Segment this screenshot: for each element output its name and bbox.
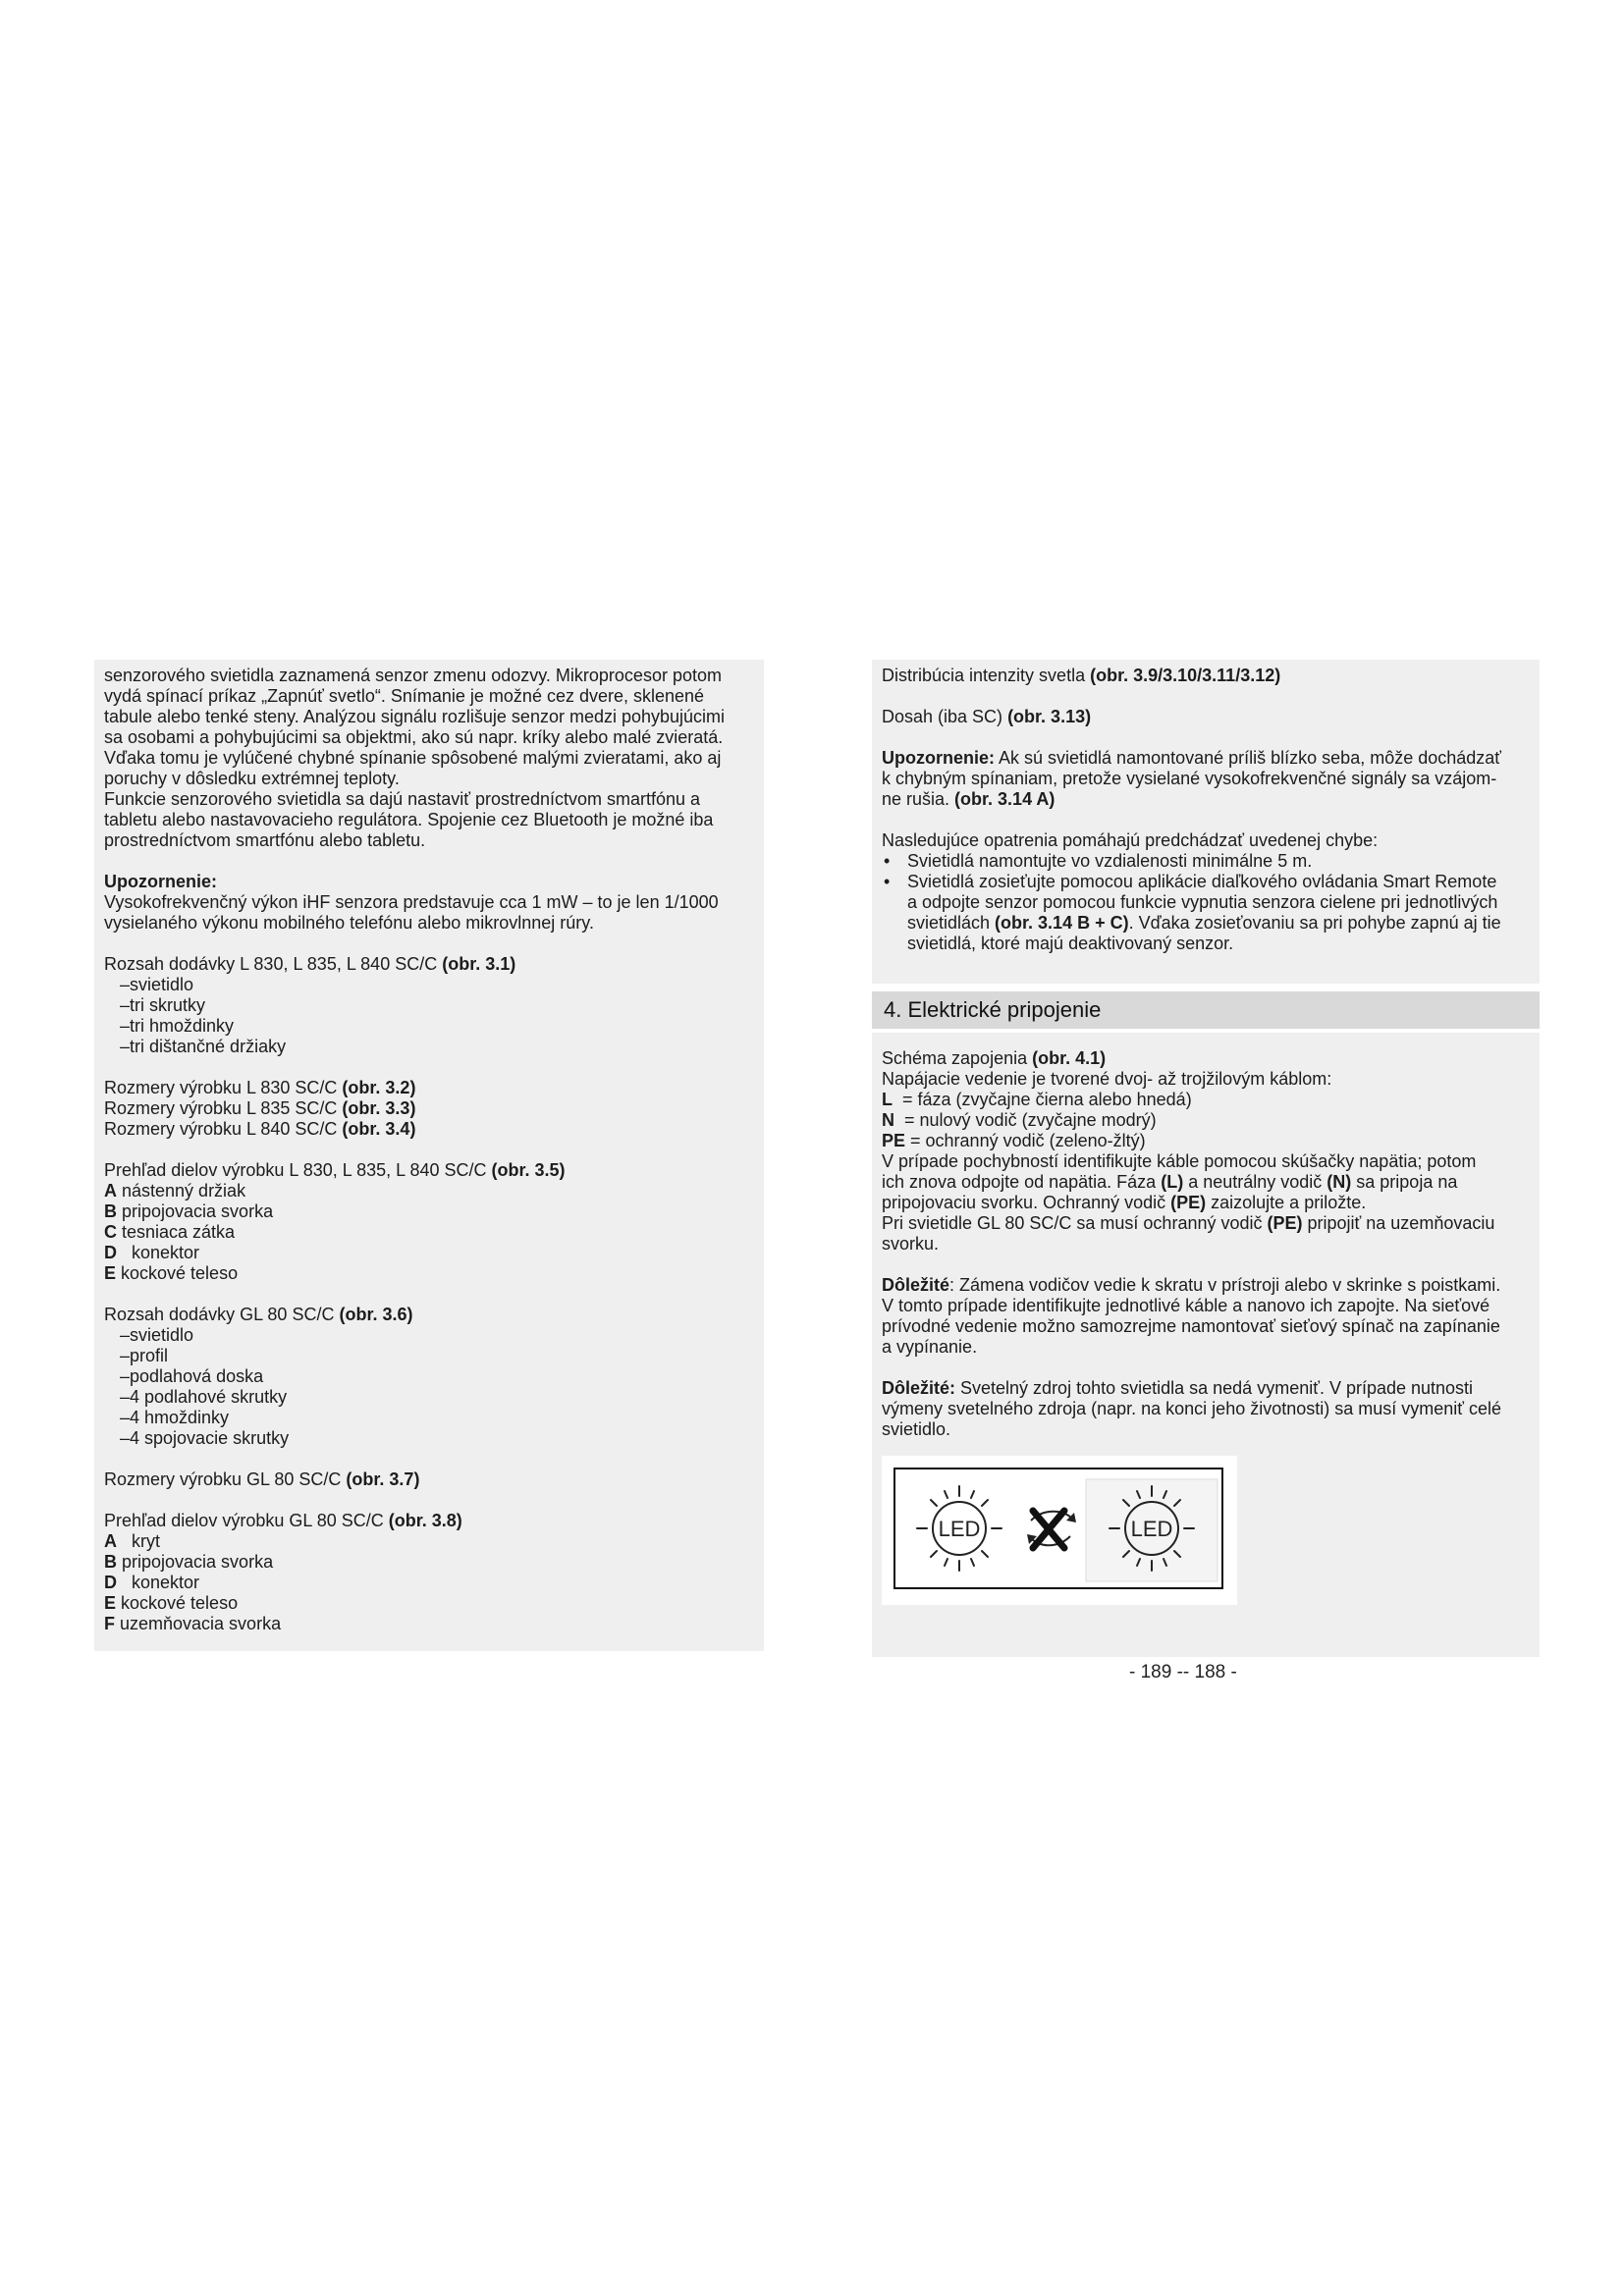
figure-frame — [893, 1468, 1223, 1589]
list-item: • Svietidlá namontujte vo vzdialenosti minimálne 5 m. — [884, 851, 1313, 871]
list-item: C tesniaca zátka — [104, 1222, 236, 1242]
list-item: • Svietidlá zosieťujte pomocou aplikácie diaľkového ovládania Smart Remote a odpojte senzor pomocou funkcie vypnutia senzora cielene pri jednotlivých svietidlách (obr. 3.14 B + C). Vďaka zosieťovaniu sa pri pohybe zapnú aj tie svietidlá, ktoré majú deaktivovaný senzor. — [884, 872, 1501, 953]
range-line: Dosah (iba SC) (obr. 3.13) — [882, 707, 1092, 726]
list-item: L = fáza (zvyčajne čierna alebo hnedá) — [882, 1090, 1192, 1109]
intro-paragraph: senzorového svietidla zaznamená senzor zmenu odozvy. Mikroprocesor potom vydá spínací príkaz „Zapnúť svetlo“. Snímanie je možné cez dvere, sklenené tabule alebo tenké steny. Analýzou signálu rozlišuje senzor medzi pohybujúcimi sa osobami a pohybujúcimi sa objektmi, ako sú napr. kríky alebo malé zvieratá. Vďaka tomu je vylúčené chybné spínanie spôsobené malými zvieratami, ako aj poruchy v dôsledku extrémnej teploty. Funkcie senzorového svietidla sa dajú nastaviť prostredníctvom smartfónu a tabletu alebo nastavovacieho regulátora. Spojenie cez Bluetooth je možné iba prostredníctvom smartfónu alebo tabletu. — [104, 666, 726, 850]
list-item: D konektor — [104, 1573, 200, 1592]
section-heading: 4. Elektrické pripojenie — [872, 991, 1540, 1029]
scope-of-delivery-l: Rozsah dodávky L 830, L 835, L 840 SC/C (obr. 3.1) –svietidlo –tri skrutky –tri hmoždinky –tri dištančné držiaky — [104, 954, 516, 1056]
measures-block: Nasledujúce opatrenia pomáhajú predchádzať uvedenej chybe: • Svietidlá namontujte vo vzdialenosti minimálne 5 m. • Svietidlá zosieťujte pomocou aplikácie diaľkového ovládania Smart Remote a odpojte senzor pomocou funkcie vypnutia senzora cielene pri jednotlivých svietidlách (obr. 3.14 B + C). Vďaka zosieťovaniu sa pri pohybe zapnú aj tie svietidlá, ktoré majú deaktivovaný senzor. — [882, 830, 1530, 954]
parts-overview-gl: Prehľad dielov výrobku GL 80 SC/C (obr. 3.8) A kryt B pripojovacia svorka D konektor E kockové teleso F uzemňovacia svorka — [104, 1511, 754, 1634]
list-item: A kryt — [104, 1531, 160, 1551]
parts-overview-l: Prehľad dielov výrobku L 830, L 835, L 840 SC/C (obr. 3.5) A nástenný držiak B pripojovacia svorka C tesniaca zátka D konektor E kockové teleso — [104, 1160, 754, 1284]
led-figure-svg — [895, 1469, 1221, 1587]
page-number: - 189 -- 188 - — [1129, 1662, 1237, 1682]
cross-icon — [1033, 1511, 1064, 1548]
list-item: B pripojovacia svorka — [104, 1201, 274, 1221]
list-item: D konektor — [104, 1243, 200, 1262]
list-item: A nástenný držiak — [104, 1181, 246, 1201]
left-column — [94, 660, 764, 1651]
note-block: Upozornenie: Vysokofrekvenčný výkon iHF senzora predstavuje cca 1 mW – to je len 1/1000 vysielaného výkonu mobilného telefónu alebo mikrovlnnej rúry. — [104, 872, 754, 934]
list-item: N = nulový vodič (zvyčajne modrý) — [882, 1110, 1157, 1130]
important-block-2: Dôležité: Svetelný zdroj tohto svietidla sa nedá vymeniť. V prípade nutnosti výmeny svetelného zdroja (napr. na konci jeho životnosti) sa musí vymeniť celé svietidlo. — [882, 1378, 1502, 1439]
list-item: PE = ochranný vodič (zeleno-žltý) — [882, 1131, 1146, 1150]
list-item: E kockové teleso — [104, 1593, 239, 1613]
light-distribution: Distribúcia intenzity svetla (obr. 3.9/3.10/3.11/3.12) — [882, 666, 1281, 685]
important-block-1: Dôležité: Zámena vodičov vedie k skratu v prístroji alebo v skrinke s poistkami. V tomto prípade identifikujte jednotlivé káble a nanovo ich zapojte. Na sieťové prívodné vedenie možno samozrejme namontovať sieťový spínač na zapínanie a vypínanie. — [882, 1275, 1501, 1357]
scope-of-delivery-gl: Rozsah dodávky GL 80 SC/C (obr. 3.6) –svietidlo –profil –podlahová doska –4 podlahové skrutky –4 hmoždinky –4 spojovacie skrutky — [104, 1305, 413, 1448]
dimensions-gl: Rozmery výrobku GL 80 SC/C (obr. 3.7) — [104, 1469, 420, 1489]
list-item: B pripojovacia svorka — [104, 1552, 274, 1572]
warning-block: Upozornenie: Ak sú svietidlá namontované príliš blízko seba, môže dochádzať k chybným spínaniam, pretože vysielané vysokofrekvenčné signály sa vzájom- ne rušia. (obr. 3.14 A) — [882, 748, 1502, 809]
dimensions-block: Rozmery výrobku L 830 SC/C (obr. 3.2) Rozmery výrobku L 835 SC/C (obr. 3.3) Rozmery výrobku L 840 SC/C (obr. 3.4) — [104, 1078, 416, 1139]
note-title: Upozornenie: — [104, 872, 217, 891]
list-item: E kockové teleso — [104, 1263, 239, 1283]
list-item: F uzemňovacia svorka — [104, 1614, 282, 1633]
led-bulb-icon-left — [917, 1486, 1001, 1571]
led-label-left: LED — [938, 1517, 981, 1541]
right-column-bottom — [872, 1033, 1540, 1657]
led-replacement-figure — [882, 1456, 1237, 1605]
wiring-block: Schéma zapojenia (obr. 4.1) Napájacie vedenie je tvorené dvoj- až trojžilovým káblom: L = fáza (zvyčajne čierna alebo hnedá) N = nulový vodič (zvyčajne modrý) PE = ochranný vodič (zeleno-žltý) V prípade pochybností identifikujte káble pomocou skúšačky napätia; potom ich znova odpojte od napätia. Fáza (L) a neutrálny vodič (N) sa pripoja na pripojovaciu svorku. Ochranný vodič (PE) zaizolujte a priložte. Pri svietidle GL 80 SC/C sa musí ochranný vodič (PE) pripojiť na uzemňovaciu svorku. — [882, 1048, 1530, 1255]
led-label-right: LED — [1130, 1517, 1173, 1541]
right-column-top — [872, 660, 1540, 984]
